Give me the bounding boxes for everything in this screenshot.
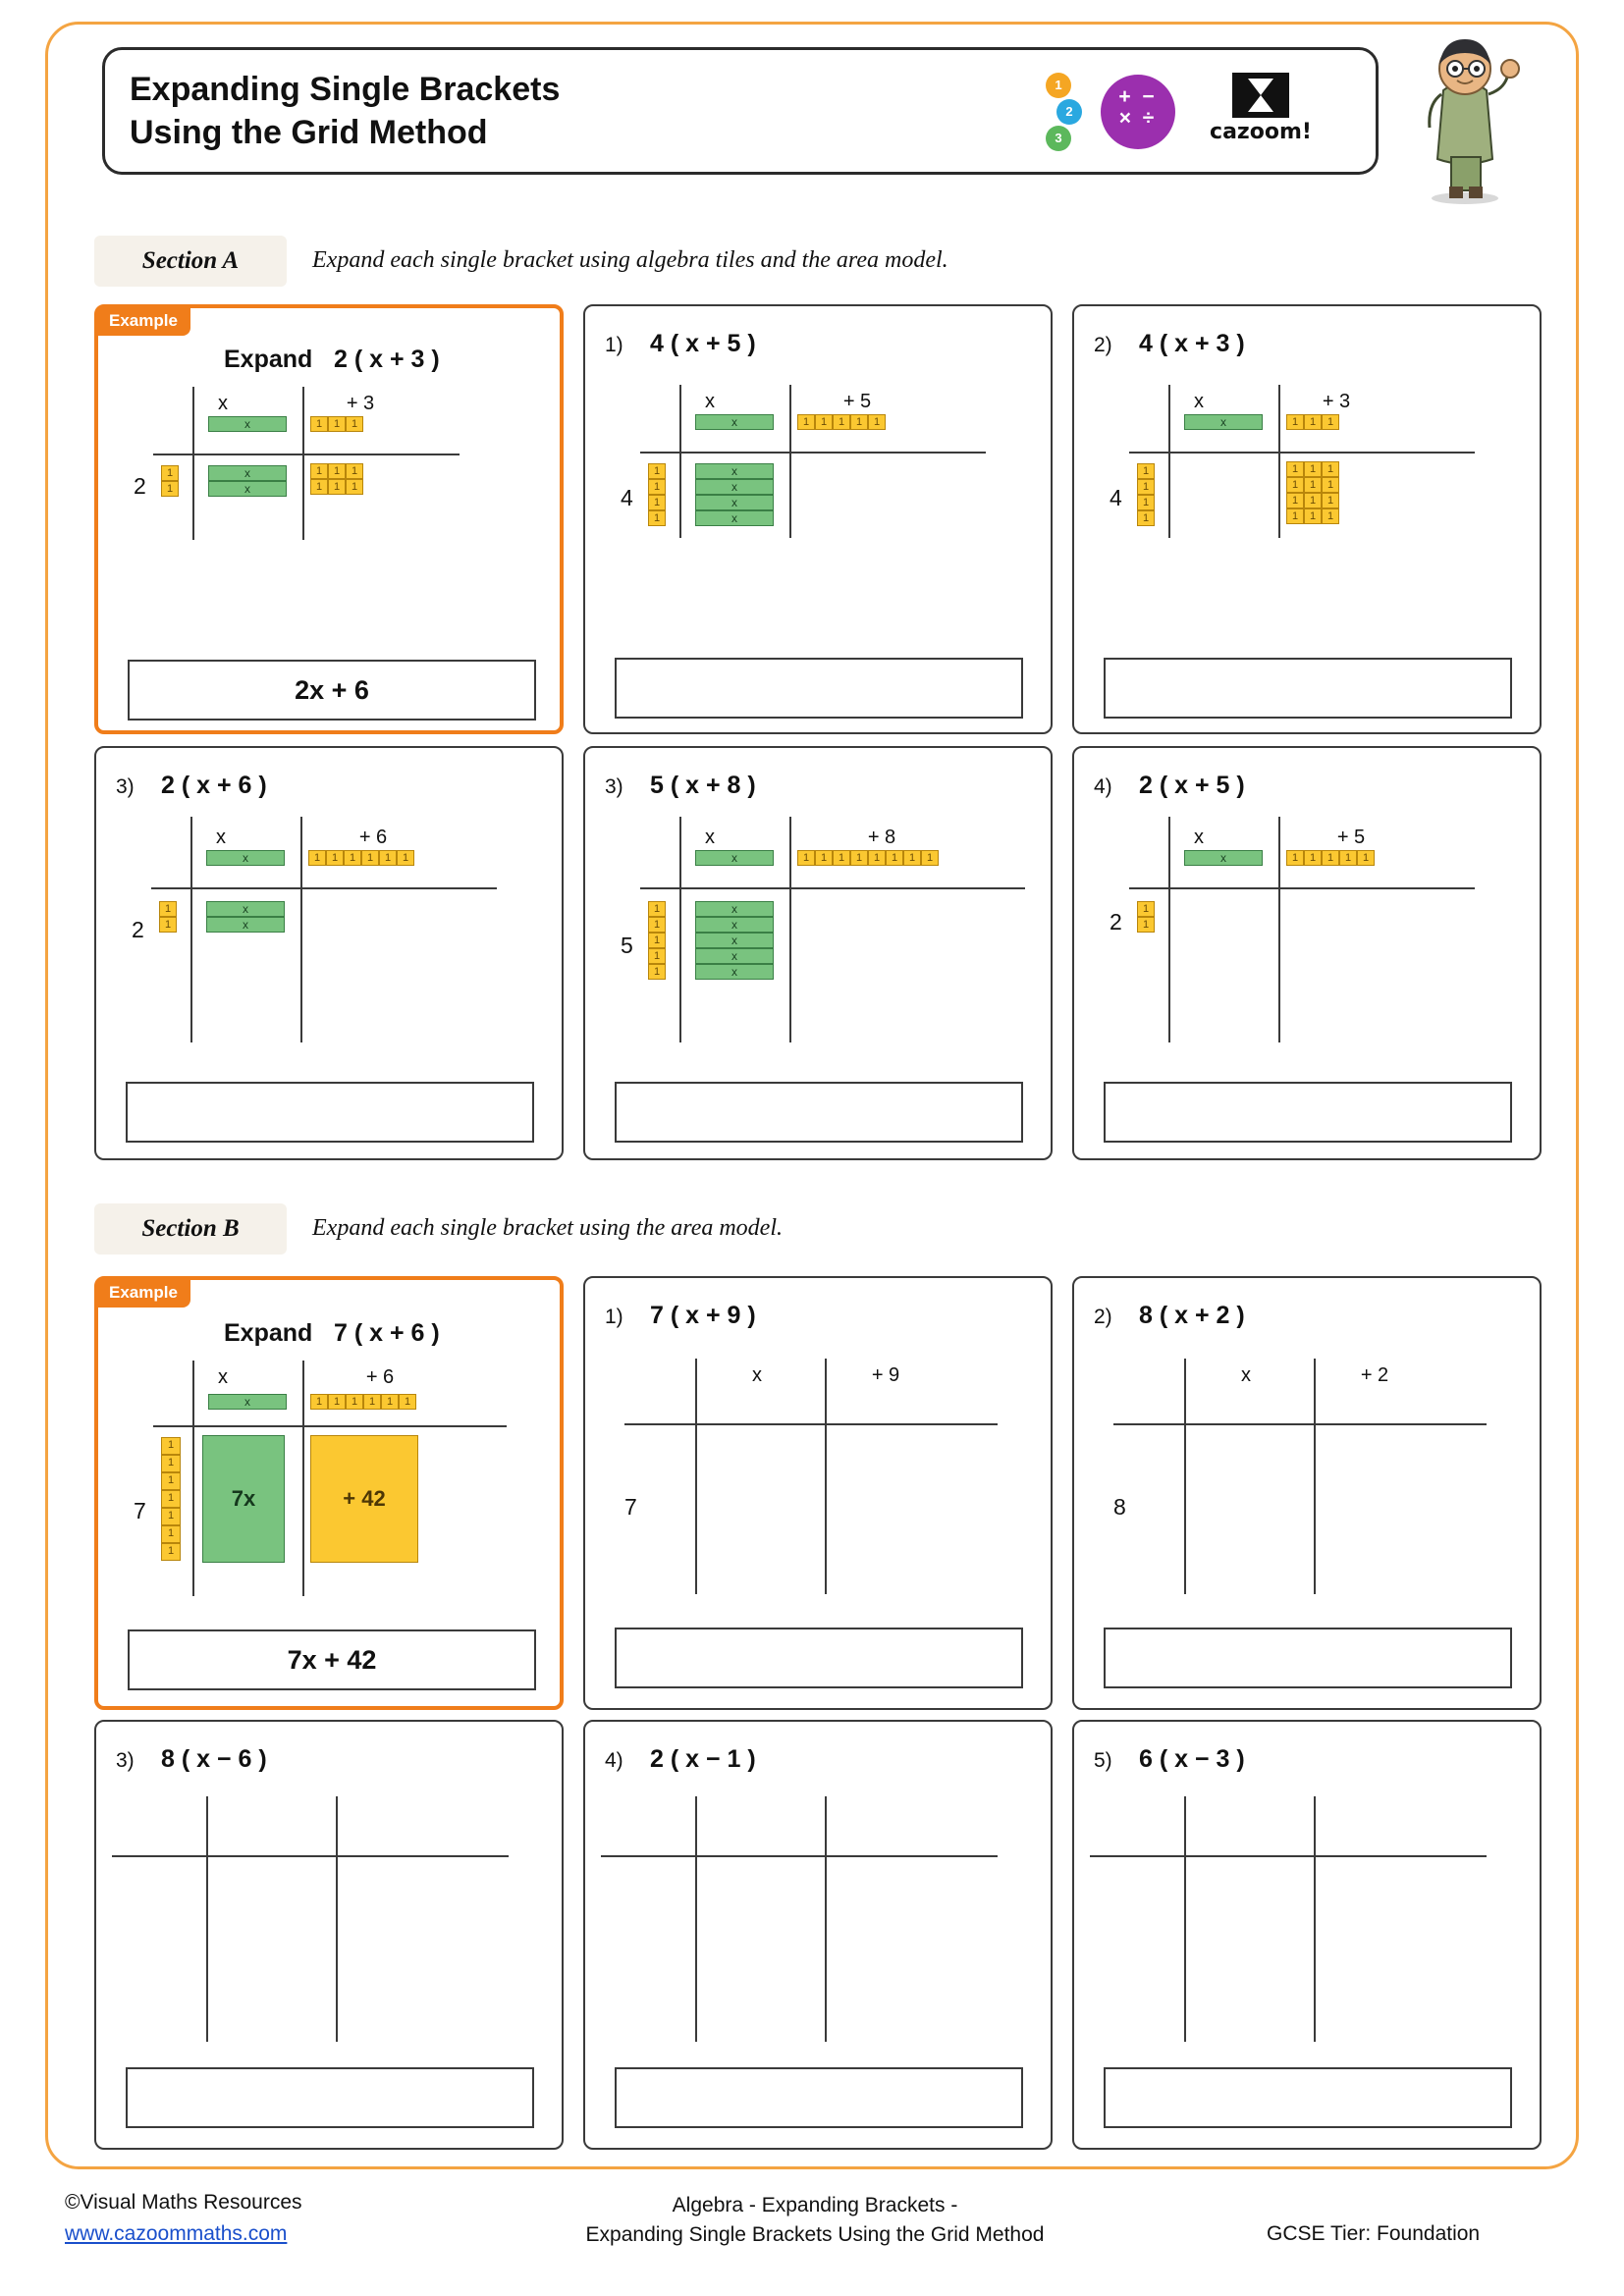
unit-tile: 1 xyxy=(1322,493,1339,508)
question-card-b2 xyxy=(1072,1276,1542,1710)
col2-header: + 5 xyxy=(842,391,872,412)
question-number: 3) xyxy=(116,1749,135,1772)
grid-vline-2 xyxy=(825,1359,827,1594)
unit-tile: 1 xyxy=(159,901,177,917)
cazoom-wordmark: cazoom! xyxy=(1210,120,1312,144)
page-title-line2: Using the Grid Method xyxy=(130,113,488,151)
section-b-label: Section B xyxy=(94,1203,287,1255)
unit-tile: 1 xyxy=(308,850,326,866)
unit-tile: 1 xyxy=(310,479,328,495)
unit-tile: 1 xyxy=(1137,510,1155,526)
section-b-example-card xyxy=(94,1276,564,1710)
unit-tile: 1 xyxy=(161,1472,181,1490)
unit-tile: 1 xyxy=(815,850,833,866)
x-tile: x xyxy=(695,463,774,479)
unit-tile: 1 xyxy=(886,850,903,866)
cazoom-logo xyxy=(1195,73,1326,151)
col2-header: + 3 xyxy=(1322,391,1351,412)
grid-vline-1 xyxy=(695,1359,697,1594)
unit-tile: 1 xyxy=(648,933,666,948)
unit-tile: 1 xyxy=(903,850,921,866)
unit-tile: 1 xyxy=(361,850,379,866)
unit-tile: 1 xyxy=(326,850,344,866)
section-a-label: Section A xyxy=(94,236,287,287)
badge-2: 2 xyxy=(1056,99,1082,125)
question-card-a1 xyxy=(583,304,1053,734)
x-tile: x xyxy=(695,964,774,980)
unit-tile: 1 xyxy=(1322,414,1339,430)
mascot-illustration xyxy=(1406,29,1524,206)
unit-tile: 1 xyxy=(1286,850,1304,866)
unit-tile: 1 xyxy=(161,1508,181,1525)
area-cell-x: 7x xyxy=(202,1435,285,1563)
question-expression: 8 ( x + 2 ) xyxy=(1139,1302,1245,1329)
grid-hline xyxy=(624,1423,998,1425)
unit-tile: 1 xyxy=(1286,493,1304,508)
row-multiplier: 4 xyxy=(1110,485,1122,510)
unit-tile: 1 xyxy=(648,901,666,917)
unit-tile: 1 xyxy=(1137,901,1155,917)
grid-vline-1 xyxy=(1184,1796,1186,2042)
col2-header: + 8 xyxy=(867,827,896,848)
copyright-text: ©Visual Maths Resources xyxy=(65,2191,302,2214)
page-title xyxy=(130,69,876,154)
x-tile: x xyxy=(208,1394,287,1410)
question-number: 1) xyxy=(605,1306,623,1328)
col1-header: x xyxy=(705,827,715,848)
section-a-example-card xyxy=(94,304,564,734)
unit-tile: 1 xyxy=(648,948,666,964)
unit-tile: 1 xyxy=(346,1394,363,1410)
grid-vline-1 xyxy=(679,817,681,1042)
footer-subject-line2: Expanding Single Brackets Using the Grid Method xyxy=(585,2223,1045,2247)
section-a-instruction: Expand each single bracket using algebra tiles and the area model. xyxy=(312,247,948,273)
answer-box[interactable] xyxy=(1104,1628,1512,1688)
grid-hline xyxy=(640,887,1025,889)
grid-vline-2 xyxy=(825,1796,827,2042)
grid-vline-2 xyxy=(789,817,791,1042)
grid-vline-1 xyxy=(1168,817,1170,1042)
col2-header: + 6 xyxy=(365,1366,395,1388)
hourglass-icon xyxy=(1232,73,1289,118)
grid-vline-2 xyxy=(336,1796,338,2042)
unit-tile: 1 xyxy=(1137,463,1155,479)
grid-hline xyxy=(151,887,497,889)
grid-vline-2 xyxy=(302,1361,304,1596)
col1-header: x xyxy=(705,391,715,412)
grid-vline-2 xyxy=(789,385,791,538)
unit-tile: 1 xyxy=(310,416,328,432)
badge-1: 1 xyxy=(1046,73,1071,98)
grid-hline xyxy=(640,452,986,454)
unit-tile: 1 xyxy=(921,850,939,866)
col1-header: x xyxy=(1241,1364,1251,1386)
x-tile: x xyxy=(208,416,287,432)
col1-header: x xyxy=(1194,827,1204,848)
example-tag: Example xyxy=(96,306,190,336)
col1-header: x xyxy=(218,1366,228,1388)
section-b-instruction: Expand each single bracket using the area model. xyxy=(312,1215,783,1241)
unit-tile: 1 xyxy=(868,850,886,866)
unit-tile: 1 xyxy=(648,510,666,526)
unit-tile: 1 xyxy=(1357,850,1375,866)
example-prompt: Expand xyxy=(224,1319,313,1347)
answer-box[interactable] xyxy=(126,1082,534,1143)
unit-tile: 1 xyxy=(161,465,179,481)
unit-tile: 1 xyxy=(1322,461,1339,477)
unit-tile: 1 xyxy=(648,964,666,980)
unit-tile: 1 xyxy=(1322,477,1339,493)
question-card-b3 xyxy=(94,1720,564,2150)
col2-header: + 9 xyxy=(871,1364,900,1386)
unit-tile: 1 xyxy=(1304,461,1322,477)
question-number: 3) xyxy=(116,775,135,798)
area-cell-constant: + 42 xyxy=(310,1435,418,1563)
unit-tile: 1 xyxy=(346,479,363,495)
unit-tile: 1 xyxy=(1286,414,1304,430)
answer-box[interactable] xyxy=(615,1082,1023,1143)
unit-tile: 1 xyxy=(397,850,414,866)
question-expression: 4 ( x + 3 ) xyxy=(1139,330,1245,357)
question-expression: 4 ( x + 5 ) xyxy=(650,330,756,357)
question-expression: 2 ( x − 1 ) xyxy=(650,1745,756,1773)
question-card-a3 xyxy=(94,746,564,1160)
x-tile: x xyxy=(208,465,287,481)
col2-header: + 3 xyxy=(346,393,375,414)
unit-tile: 1 xyxy=(815,414,833,430)
question-expression: 6 ( x − 3 ) xyxy=(1139,1745,1245,1773)
unit-tile: 1 xyxy=(328,1394,346,1410)
x-tile: x xyxy=(208,481,287,497)
unit-tile: 1 xyxy=(310,463,328,479)
operators-icon: + − × ÷ xyxy=(1101,75,1175,149)
unit-tile: 1 xyxy=(1304,850,1322,866)
question-number: 5) xyxy=(1094,1749,1112,1772)
grid-vline-1 xyxy=(190,817,192,1042)
footer-subject-line1: Algebra - Expanding Brackets - xyxy=(672,2194,958,2216)
grid-vline-1 xyxy=(1184,1359,1186,1594)
answer-box[interactable] xyxy=(1104,1082,1512,1143)
unit-tile: 1 xyxy=(161,1437,181,1455)
x-tile: x xyxy=(206,901,285,917)
unit-tile: 1 xyxy=(1137,495,1155,510)
row-multiplier: 2 xyxy=(1110,909,1122,934)
grid-vline-2 xyxy=(302,387,304,540)
x-tile: x xyxy=(695,495,774,510)
x-tile: x xyxy=(695,917,774,933)
grid-hline xyxy=(153,454,460,455)
grid-hline xyxy=(1129,887,1475,889)
question-card-b4 xyxy=(583,1720,1053,2150)
unit-tile: 1 xyxy=(1137,917,1155,933)
col1-header: x xyxy=(218,393,228,414)
x-tile: x xyxy=(206,917,285,933)
unit-tile: 1 xyxy=(161,1525,181,1543)
answer-box[interactable] xyxy=(615,1628,1023,1688)
col1-header: x xyxy=(1194,391,1204,412)
unit-tile: 1 xyxy=(868,414,886,430)
question-card-a2 xyxy=(1072,304,1542,734)
x-tile: x xyxy=(695,901,774,917)
brand-logo xyxy=(1046,71,1340,153)
x-tile: x xyxy=(695,414,774,430)
row-multiplier: 4 xyxy=(621,485,633,510)
unit-tile: 1 xyxy=(833,850,850,866)
grid-vline-2 xyxy=(1278,385,1280,538)
x-tile: x xyxy=(1184,850,1263,866)
unit-tile: 1 xyxy=(1339,850,1357,866)
grid-hline xyxy=(1129,452,1475,454)
unit-tile: 1 xyxy=(161,1543,181,1561)
question-card-a5 xyxy=(1072,746,1542,1160)
unit-tile: 1 xyxy=(381,1394,399,1410)
row-multiplier: 7 xyxy=(624,1494,637,1520)
unit-tile: 1 xyxy=(648,479,666,495)
col1-header: x xyxy=(752,1364,762,1386)
unit-tile: 1 xyxy=(1286,508,1304,524)
grid-vline-2 xyxy=(1314,1359,1316,1594)
unit-tile: 1 xyxy=(1304,493,1322,508)
unit-tile: 1 xyxy=(850,850,868,866)
unit-tile: 1 xyxy=(328,463,346,479)
grid-hline xyxy=(1090,1855,1487,1857)
answer-box[interactable] xyxy=(1104,658,1512,719)
question-number: 3) xyxy=(605,775,623,798)
unit-tile: 1 xyxy=(363,1394,381,1410)
unit-tile: 1 xyxy=(159,917,177,933)
unit-tile: 1 xyxy=(648,495,666,510)
x-tile: x xyxy=(206,850,285,866)
unit-tile: 1 xyxy=(1137,479,1155,495)
unit-tile: 1 xyxy=(328,416,346,432)
col1-header: x xyxy=(216,827,226,848)
row-multiplier: 8 xyxy=(1113,1494,1126,1520)
question-card-b5 xyxy=(1072,1720,1542,2150)
unit-tile: 1 xyxy=(399,1394,416,1410)
x-tile: x xyxy=(695,948,774,964)
example-answer-box: 7x + 42 xyxy=(128,1629,536,1690)
unit-tile: 1 xyxy=(833,414,850,430)
question-number: 1) xyxy=(605,334,623,356)
grid-hline xyxy=(1113,1423,1487,1425)
question-number: 4) xyxy=(605,1749,623,1772)
x-tile: x xyxy=(695,510,774,526)
number-badges xyxy=(1046,73,1091,151)
unit-tile: 1 xyxy=(1322,850,1339,866)
row-multiplier: 2 xyxy=(134,473,146,499)
example-expression: 7 ( x + 6 ) xyxy=(334,1319,440,1347)
tier-text: GCSE Tier: Foundation xyxy=(1267,2222,1481,2245)
x-tile: x xyxy=(695,850,774,866)
grid-vline-2 xyxy=(1314,1796,1316,2042)
answer-box[interactable] xyxy=(615,658,1023,719)
grid-vline-2 xyxy=(1278,817,1280,1042)
example-tag: Example xyxy=(96,1278,190,1308)
question-expression: 2 ( x + 6 ) xyxy=(161,772,267,799)
answer-box[interactable] xyxy=(1104,2067,1512,2128)
page-footer xyxy=(0,2187,1624,2295)
grid-hline xyxy=(153,1425,507,1427)
row-multiplier: 2 xyxy=(132,917,144,942)
question-number: 2) xyxy=(1094,1306,1112,1328)
example-expression: 2 ( x + 3 ) xyxy=(334,346,440,373)
grid-hline xyxy=(601,1855,998,1857)
col2-header: + 5 xyxy=(1336,827,1366,848)
grid-vline-1 xyxy=(192,1361,194,1596)
unit-tile: 1 xyxy=(310,1394,328,1410)
example-answer-box: 2x + 6 xyxy=(128,660,536,721)
footer-subject xyxy=(491,2191,1139,2251)
col2-header: + 6 xyxy=(358,827,388,848)
website-link[interactable]: www.cazoommaths.com xyxy=(65,2222,288,2245)
unit-tile: 1 xyxy=(344,850,361,866)
unit-tile: 1 xyxy=(648,463,666,479)
x-tile: x xyxy=(695,479,774,495)
question-expression: 7 ( x + 9 ) xyxy=(650,1302,756,1329)
badge-3: 3 xyxy=(1046,126,1071,151)
unit-tile: 1 xyxy=(1322,508,1339,524)
question-card-b1 xyxy=(583,1276,1053,1710)
question-number: 2) xyxy=(1094,334,1112,356)
grid-vline-1 xyxy=(206,1796,208,2042)
example-prompt: Expand xyxy=(224,346,313,373)
unit-tile: 1 xyxy=(648,917,666,933)
unit-tile: 1 xyxy=(161,1455,181,1472)
answer-box[interactable] xyxy=(615,2067,1023,2128)
unit-tile: 1 xyxy=(161,481,179,497)
unit-tile: 1 xyxy=(1286,461,1304,477)
x-tile: x xyxy=(695,933,774,948)
unit-tile: 1 xyxy=(850,414,868,430)
unit-tile: 1 xyxy=(1304,477,1322,493)
unit-tile: 1 xyxy=(346,463,363,479)
page-title-line1: Expanding Single Brackets xyxy=(130,71,561,108)
row-multiplier: 5 xyxy=(621,933,633,958)
unit-tile: 1 xyxy=(328,479,346,495)
question-expression: 5 ( x + 8 ) xyxy=(650,772,756,799)
unit-tile: 1 xyxy=(1304,508,1322,524)
grid-hline xyxy=(112,1855,509,1857)
question-card-a4 xyxy=(583,746,1053,1160)
unit-tile: 1 xyxy=(1286,477,1304,493)
row-multiplier: 7 xyxy=(134,1498,146,1523)
unit-tile: 1 xyxy=(161,1490,181,1508)
unit-tile: 1 xyxy=(797,414,815,430)
col2-header: + 2 xyxy=(1360,1364,1389,1386)
unit-tile: 1 xyxy=(1304,414,1322,430)
grid-vline-1 xyxy=(695,1796,697,2042)
question-expression: 8 ( x − 6 ) xyxy=(161,1745,267,1773)
unit-tile: 1 xyxy=(797,850,815,866)
answer-box[interactable] xyxy=(126,2067,534,2128)
x-tile: x xyxy=(1184,414,1263,430)
grid-vline-2 xyxy=(300,817,302,1042)
unit-tile: 1 xyxy=(379,850,397,866)
question-number: 4) xyxy=(1094,775,1112,798)
question-expression: 2 ( x + 5 ) xyxy=(1139,772,1245,799)
unit-tile: 1 xyxy=(346,416,363,432)
